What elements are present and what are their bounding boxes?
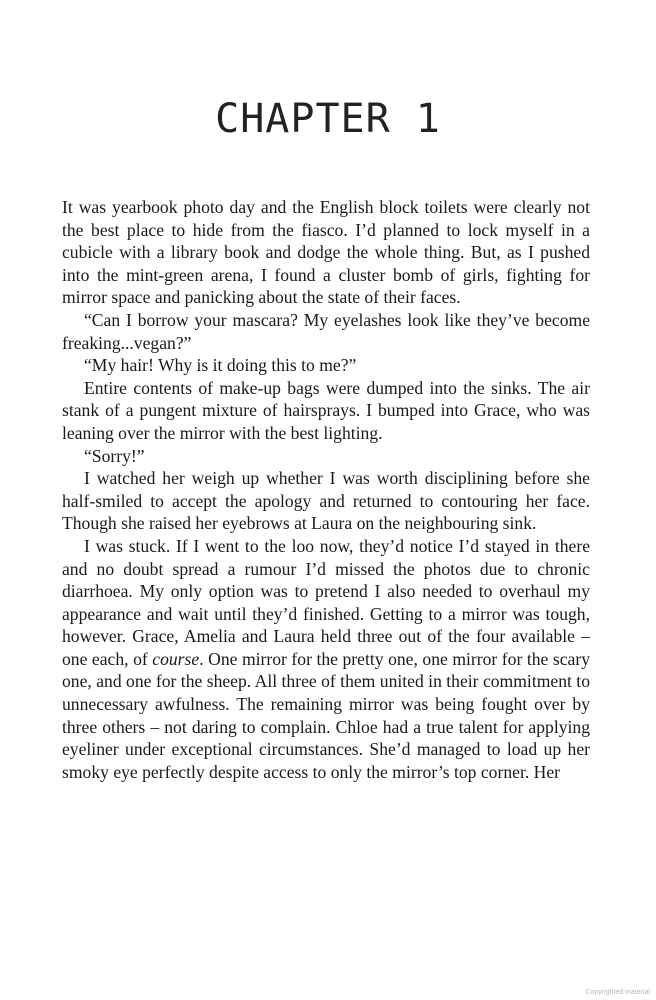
paragraph-7: I was stuck. If I went to the loo now, they’d notice I’d stayed in there and no doubt spread a rumour I’d missed the photos due to chronic diarrhoea. My only option was to pretend I also needed to overhaul my appearance and wait until they’d finished. Getting to a mirror was tough, however. Grace, Amelia and Laura held three out of the four available – one each, of course. One mirror for the pretty one, one mirror for the scary one, and one for the sheep. All three of them united in their commitment to unnecessary awfulness. The remaining mirror was being fought over by three others – not daring to complain. Chloe had a true talent for applying eyeliner under exceptional circumstances. She’d managed to load up her smoky eye perfectly despite access to only the mirror’s top corner. Her: [62, 535, 590, 782]
paragraph-6: I watched her weigh up whether I was worth disciplining before she half-smiled to accept the apology and returned to contouring her face. Though she raised her eyebrows at Laura on the neighbouring sink.: [62, 468, 590, 534]
paragraph-3: “My hair! Why is it doing this to me?”: [84, 355, 357, 376]
body-text: [62, 196, 590, 783]
paragraph-1: It was yearbook photo day and the English block toilets were clearly not the best place to hide from the fiasco. I’d planned to lock myself in a cubicle with a library book and dodge the whole thing. But, as I pushed into the mint-green arena, I found a cluster bomb of girls, fighting for mirror space and panicking about the state of their faces.: [62, 197, 590, 308]
copyright-watermark: Copyrighted material: [585, 989, 650, 996]
chapter-title: CHAPTER 1: [215, 96, 441, 142]
paragraph-4: Entire contents of make-up bags were dumped into the sinks. The air stank of a pungent mixture of hairsprays. I bumped into Grace, who was leaning over the mirror with the best lighting.: [62, 377, 590, 443]
paragraph-2: “Can I borrow your mascara? My eyelashes look like they’ve become freaking...vegan?”: [62, 309, 590, 353]
emphasis-word: course: [152, 648, 200, 669]
paragraph-5: “Sorry!”: [84, 445, 145, 466]
